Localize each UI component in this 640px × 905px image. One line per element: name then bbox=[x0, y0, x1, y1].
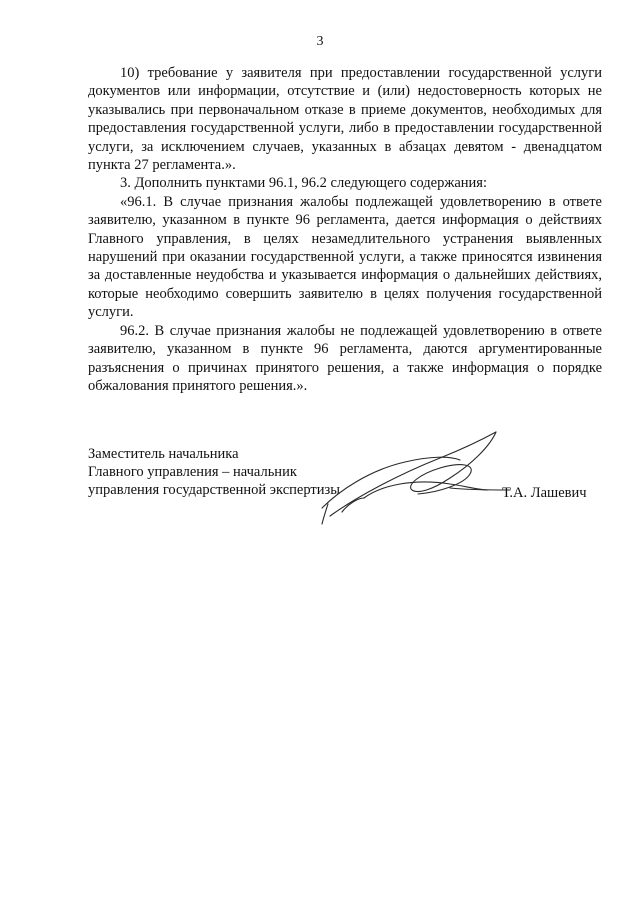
signer-title-line-1: Заместитель начальника bbox=[88, 446, 239, 462]
paragraph-96-2: 96.2. В случае признания жалобы не подлежащей удовлетворению в ответе заявителю, указанном в пункте 96 регламента, даются аргументированные разъяснения о причинах принятого решения, а также информация о порядке обжалования принятого решения.». bbox=[88, 322, 602, 394]
signer-title-line-2: Главного управления – начальник bbox=[88, 464, 297, 480]
paragraph-amendment-3: 3. Дополнить пунктами 96.1, 96.2 следующего содержания: bbox=[120, 175, 487, 192]
paragraph-96-1: «96.1. В случае признания жалобы подлежащей удовлетворению в ответе заявителю, указанном в пункте 96 регламента, дается информация о действиях Главного управления, в целях незамедлительного устранения выявленных нарушений при оказании государственной услуги, а также приносятся извинения за доставленные неудобства и указывается информация о дальнейших действиях, которые необходимо совершить заявителю в целях получения государственной услуги. bbox=[88, 193, 602, 321]
page-number: 3 bbox=[316, 34, 324, 49]
handwritten-signature bbox=[300, 428, 520, 528]
signer-title-line-3: управления государственной экспертизы bbox=[88, 482, 340, 498]
signer-name: Т.А. Лашевич bbox=[502, 485, 587, 501]
paragraph-item-10: 10) требование у заявителя при предоставлении государственной услуги документов или информации, отсутствие и (или) недостоверность которых не указывались при первоначальном отказе в приеме документов, необходимых для предоставления государственной услуги, либо в предоставлении государственной услуги, за исключением случаев, указанных в абзацах девятом - двенадцатом пункта 27 регламента.». bbox=[88, 65, 602, 174]
document-body bbox=[88, 64, 602, 395]
